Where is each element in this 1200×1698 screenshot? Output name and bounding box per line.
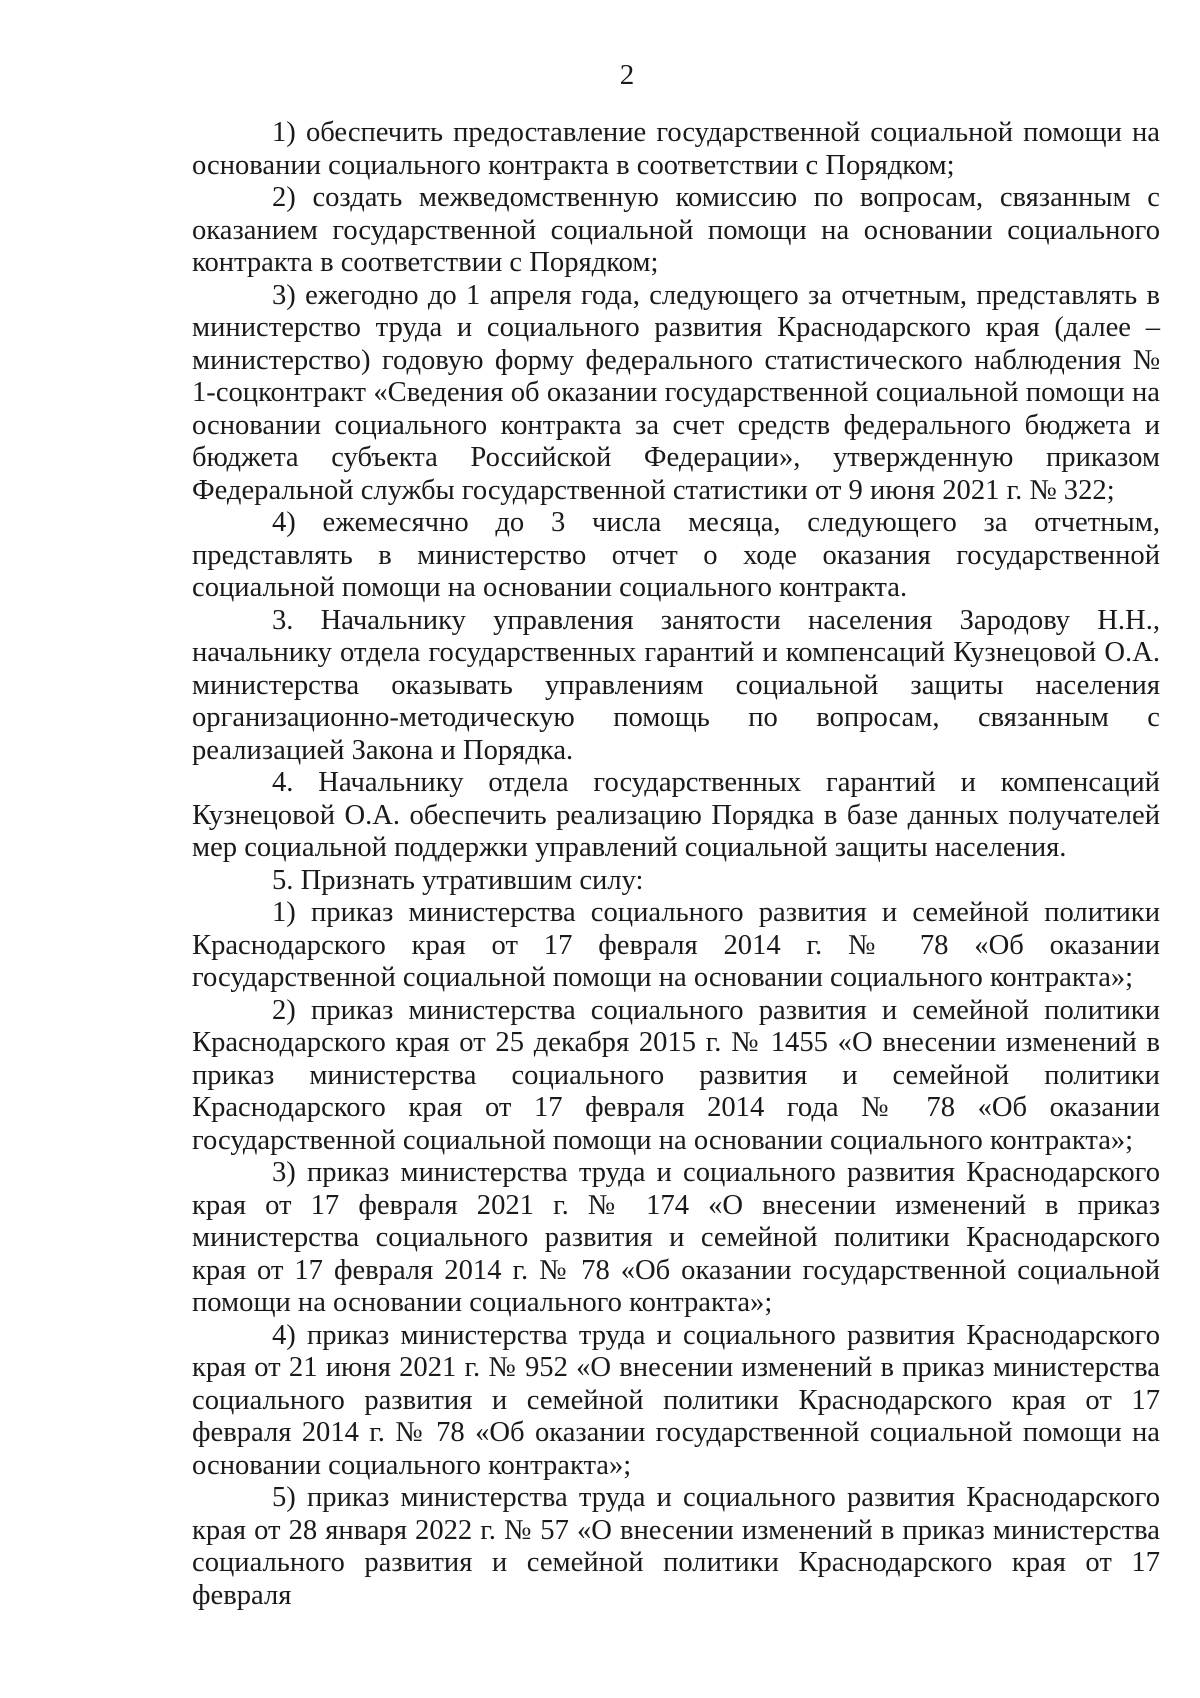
- document-body: [192, 117, 1160, 1612]
- invalidated-order-3: 3) приказ министерства труда и социального развития Краснодарского края от 17 февраля 2021 г. № 174 «О внесении изменений в приказ министерства социального развития и семейной политики Краснодарского края от 17 февраля 2014 г. № 78 «Об оказании государственной социальной помощи на основании социального контракта»;: [192, 1157, 1160, 1318]
- invalidated-order-1: 1) приказ министерства социального развития и семейной политики Краснодарского края от 17 февраля 2014 г. № 78 «Об оказании государственной социальной помощи на основании социального контракта»;: [192, 897, 1160, 993]
- invalidated-order-2: 2) приказ министерства социального развития и семейной политики Краснодарского края от 25 декабря 2015 г. № 1455 «О внесении изменений в приказ министерства социального развития и семейной политики Краснодарского края от 17 февраля 2014 года № 78 «Об оказании государственной социальной помощи на основании социального контракта»;: [192, 994, 1160, 1156]
- invalidated-order-4: 4) приказ министерства труда и социального развития Краснодарского края от 21 июня 2021 г. № 952 «О внесении изменений в приказ министерства социального развития и семейной политики Краснодарского края от 17 февраля 2014 г. № 78 «Об оказании государственной социальной помощи на основании социального контракта»;: [192, 1319, 1160, 1481]
- clause-3-methodical-help: 3. Начальнику управления занятости населения Зародову Н.Н., начальнику отдела государственных гарантий и компенсаций Кузнецовой О.А. министерства оказывать управлениям социальной защиты населения организационно-методическую помощь по вопросам, связанным с реализацией Закона и Порядка.: [192, 604, 1160, 766]
- clause-5-invalidate: 5. Признать утратившим силу:: [272, 864, 644, 896]
- clause-4-database: 4. Начальнику отдела государственных гарантий и компенсаций Кузнецовой О.А. обеспечить реализацию Порядка в базе данных получателей мер социальной поддержки управлений социальной защиты населения.: [192, 767, 1160, 863]
- page-number: 2: [619, 59, 635, 91]
- paragraph-1-provide-assistance: 1) обеспечить предоставление государственной социальной помощи на основании социального контракта в соответствии с Порядком;: [192, 117, 1160, 181]
- paragraph-2-create-commission: 2) создать межведомственную комиссию по вопросам, связанным с оказанием государственной социальной помощи на основании социального контракта в соответствии с Порядком;: [192, 182, 1160, 278]
- invalidated-order-5: 5) приказ министерства труда и социального развития Краснодарского края от 28 января 2022 г. № 57 «О внесении изменений в приказ министерства социального развития и семейной политики Краснодарского края от 17 февраля: [192, 1482, 1160, 1611]
- paragraph-3-annual-report: 3) ежегодно до 1 апреля года, следующего за отчетным, представлять в министерство труда и социального развития Краснодарского края (далее – министерство) годовую форму федерального статистического наблюдения № 1-соцконтракт «Сведения об оказании государственной социальной помощи на основании социального контракта за счет средств федерального бюджета и бюджета субъекта Российской Федерации», утвержденную приказом Федеральной службы государственной статистики от 9 июня 2021 г. № 322;: [192, 279, 1160, 506]
- paragraph-4-monthly-report: 4) ежемесячно до 3 числа месяца, следующего за отчетным, представлять в министерство отчет о ходе оказания государственной социальной помощи на основании социального контракта.: [192, 507, 1160, 603]
